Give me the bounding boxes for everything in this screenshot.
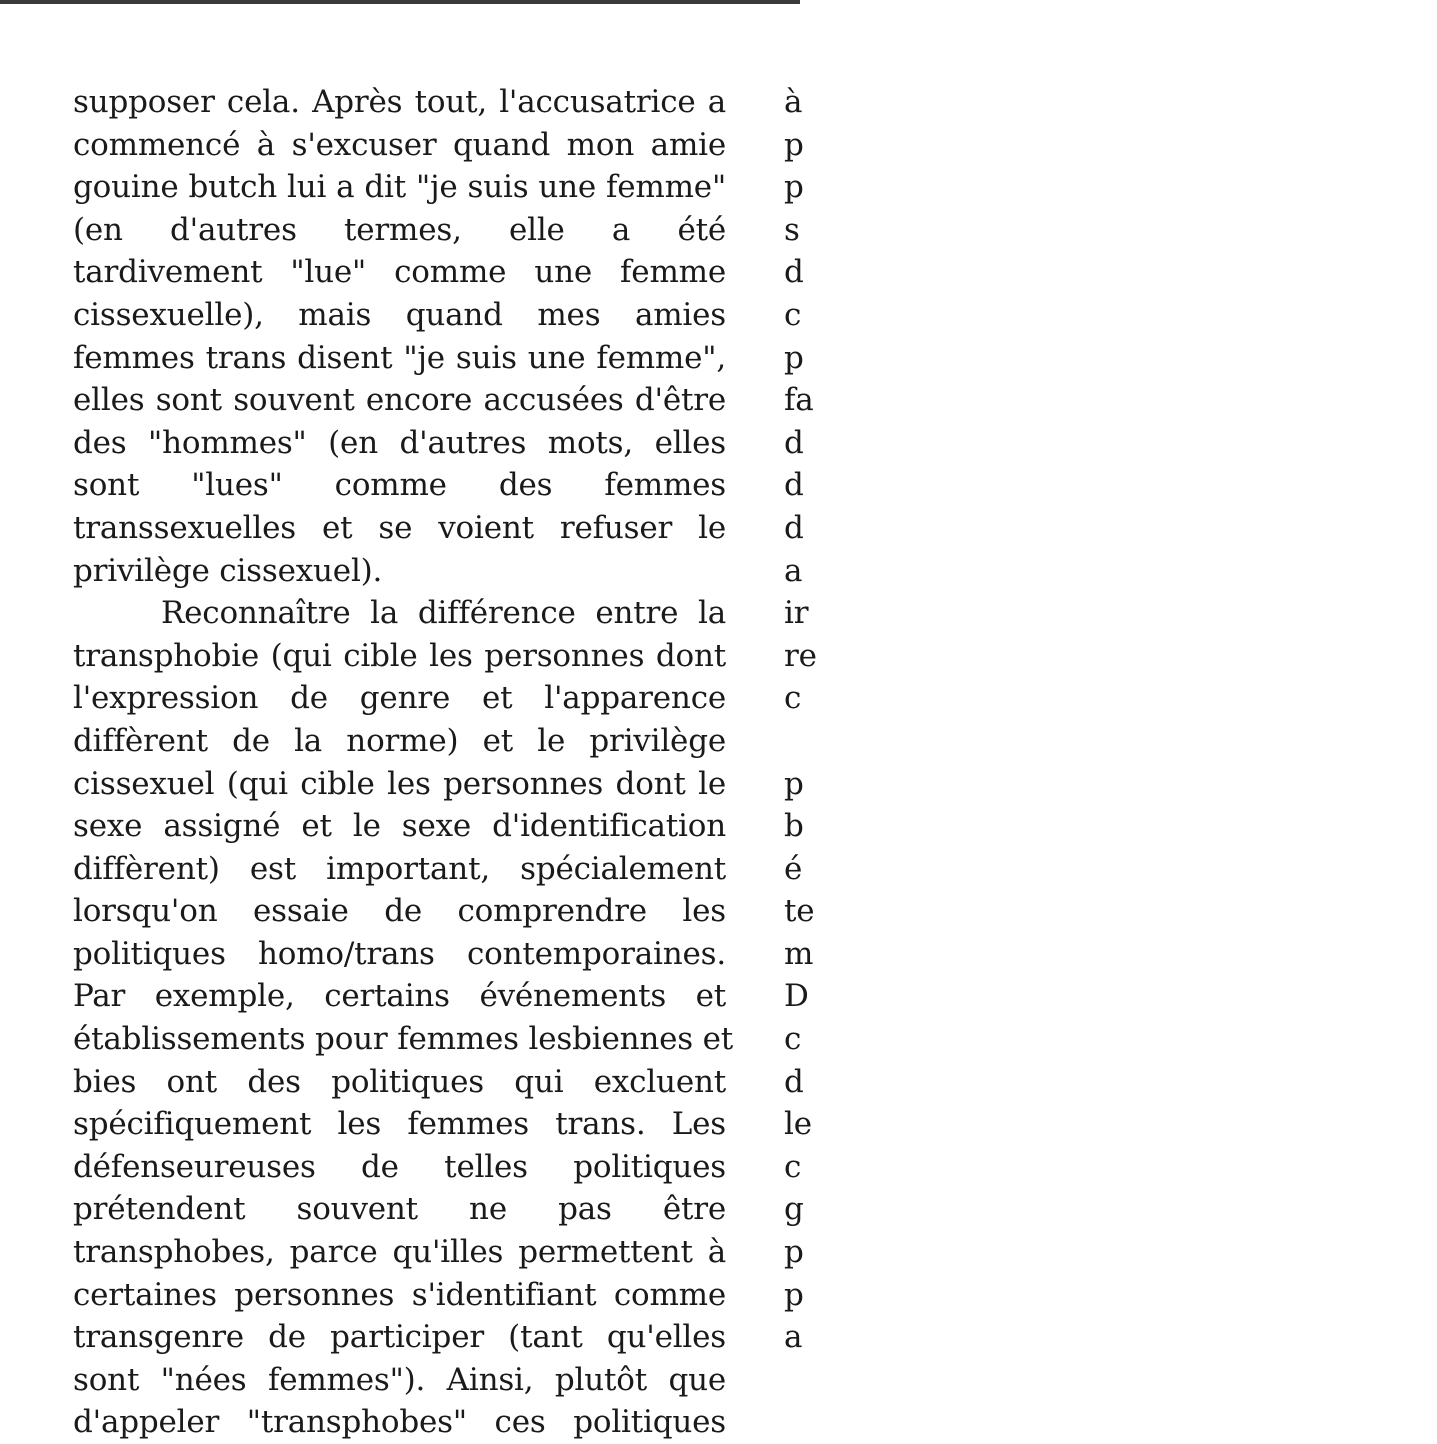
text-line: femmes trans disent "je suis une femme", <box>73 339 726 376</box>
next-page-line: c <box>784 1148 802 1185</box>
text-line: diffèrent) est important, spécialement <box>73 850 726 887</box>
text-line: bies ont des politiques qui excluent <box>73 1063 726 1100</box>
next-page-line: d <box>784 509 804 546</box>
next-page-line: p <box>784 1276 804 1313</box>
text-line: transphobes, parce qu'illes permettent à <box>73 1234 726 1271</box>
next-page-line: p <box>784 1234 804 1271</box>
next-page-line: re <box>784 637 817 674</box>
next-page-line: m <box>784 935 814 972</box>
text-line: cissexuelle), mais quand mes amies <box>73 296 726 333</box>
next-page-line: p <box>784 765 804 802</box>
text-line: des "hommes" (en d'autres mots, elles <box>73 424 726 461</box>
next-page-line: c <box>784 680 802 717</box>
text-line: spécifiquement les femmes trans. Les <box>73 1106 726 1143</box>
next-page-line: d <box>784 467 804 504</box>
next-page-line: te <box>784 893 815 930</box>
text-line: l'expression de genre et l'apparence <box>73 680 726 717</box>
text-line: sont "lues" comme des femmes <box>73 467 726 504</box>
text-line: Par exemple, certains événements et <box>73 978 726 1015</box>
next-page-line: le <box>784 1106 812 1143</box>
next-page-line: à <box>784 84 803 120</box>
text-line: transsexuelles et se voient refuser le <box>73 509 726 546</box>
next-page-line: fa <box>784 382 814 419</box>
text-line: lorsqu'on essaie de comprendre les <box>73 893 726 930</box>
text-line: (en d'autres termes, elle a été <box>73 211 726 248</box>
next-page-line: s <box>784 211 800 248</box>
text-line: elles sont souvent encore accusées d'être <box>73 382 726 419</box>
text-line: transphobie (qui cible les personnes dont <box>73 637 726 674</box>
next-page-line: b <box>784 808 804 845</box>
text-line: commencé à s'excuser quand mon amie <box>73 126 726 163</box>
text-line: certaines personnes s'identifiant comme <box>73 1276 726 1313</box>
next-page-line: a <box>784 552 803 589</box>
reader-viewport[interactable] <box>0 4 817 1441</box>
text-line: prétendent souvent ne pas être <box>73 1191 726 1228</box>
next-page-line: ir <box>784 595 809 632</box>
next-page-line: é <box>784 850 803 887</box>
text-line: transgenre de participer (tant qu'elles <box>73 1319 726 1356</box>
next-page-line: a <box>784 1319 803 1356</box>
text-line: Reconnaître la différence entre la <box>161 595 726 632</box>
main-page-text <box>73 81 734 1444</box>
text-line: d'appeler "transphobes" ces politiques <box>73 1404 726 1441</box>
next-page-line: g <box>784 1191 804 1228</box>
text-line: établissements pour femmes lesbiennes et <box>73 1021 734 1058</box>
text-line: tardivement "lue" comme une femme <box>73 254 726 291</box>
text-line: sexe assigné et le sexe d'identification <box>73 808 726 845</box>
text-line: politiques homo/trans contemporaines. <box>73 935 726 972</box>
next-page-line: D <box>784 978 809 1015</box>
next-page-line: d <box>784 254 804 291</box>
text-line: diffèrent de la norme) et le privilège <box>73 722 726 759</box>
next-page-line: p <box>784 126 804 163</box>
text-line: gouine butch lui a dit "je suis une femme" <box>73 169 726 206</box>
next-page-line: c <box>784 1021 802 1058</box>
next-page-line: c <box>784 296 802 333</box>
next-page-line: p <box>784 169 804 206</box>
text-line: supposer cela. Après tout, l'accusatrice a <box>73 84 726 120</box>
next-page-line: d <box>784 424 804 461</box>
text-line: défenseureuses de telles politiques <box>73 1148 726 1185</box>
next-page-line <box>784 720 1437 763</box>
next-page-line: d <box>784 1063 804 1100</box>
text-line: sont "nées femmes"). Ainsi, plutôt que <box>73 1361 726 1398</box>
next-page-line: p <box>784 339 804 376</box>
text-line: cissexuel (qui cible les personnes dont le <box>73 765 726 802</box>
text-line: privilège cissexuel). <box>73 552 383 589</box>
next-page-text <box>784 81 1437 1359</box>
